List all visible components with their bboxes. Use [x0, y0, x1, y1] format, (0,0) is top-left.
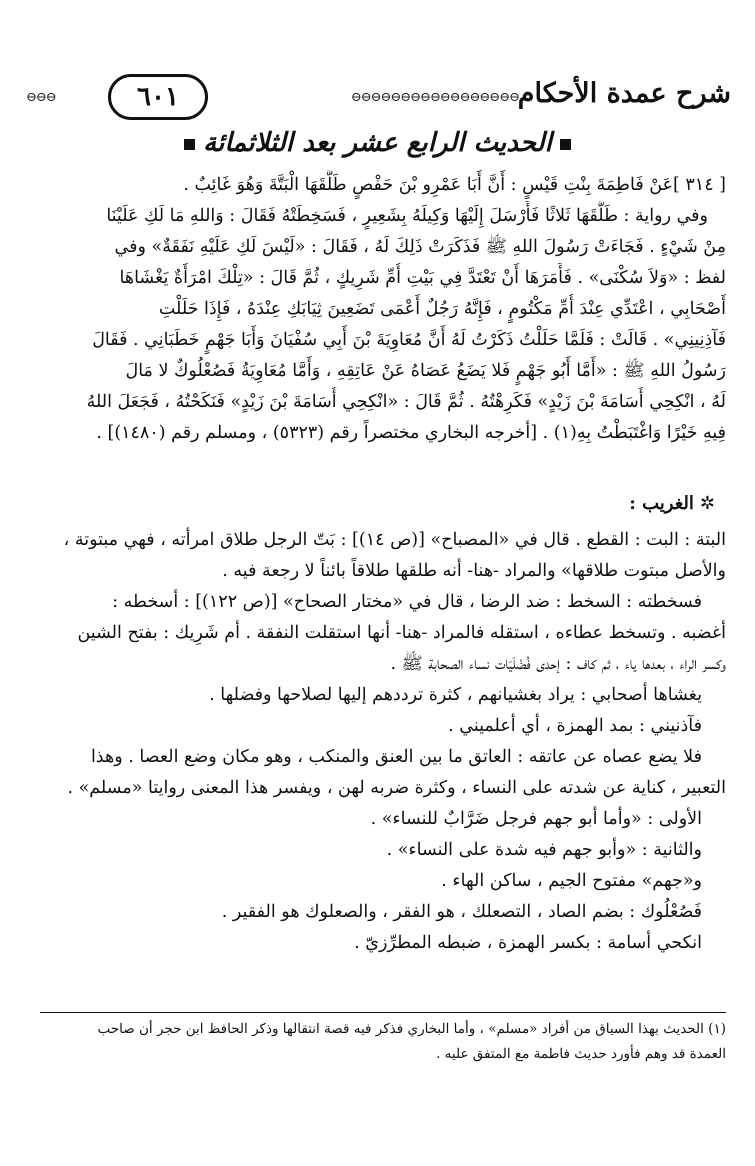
- book-title: شرح عمدة الأحكام: [517, 78, 731, 109]
- footnote-divider: [40, 1012, 726, 1013]
- footnote-line: (١) الحديث بهذا السياق من أفراد «مسلم» ، وأما البخاري فذكر فيه قصة انتقالها وذكر الحافظ ابن حجر أن صاحب: [97, 1021, 726, 1037]
- text-line: وفي رواية : طَلَّقَهَا ثَلاثًا فَأَرْسَلَ إِلَيْهَا وَكِيلَهُ بِشَعِيرٍ ، فَسَخِطَتْهُ فَقَالَ : وَاللهِ مَا لَكِ عَلَيْنَا: [106, 206, 708, 226]
- footnote: [40, 1017, 726, 1067]
- page-number: ٦٠١: [137, 82, 179, 112]
- definition-line: و«جهم» مفتوح الجيم ، ساكن الهاء .: [441, 871, 702, 891]
- definition-line: أغضبه . وتسخط عطاءه ، استقله فالمراد -هنا- أنها استقلت النفقة . أم شَرِيك : بفتح الشين: [77, 623, 726, 643]
- definitions: [40, 525, 726, 959]
- definition-line: يغشاها أصحابي : يراد بغشيانهم ، كثرة ترددهم إليها لصلاحها وفضلها .: [209, 685, 702, 705]
- square-bullet-icon: [184, 139, 195, 150]
- definition-line: فآذنيني : بمد الهمزة ، أي أعلميني .: [448, 716, 702, 736]
- definition-line: فلا يضع عصاه عن عاتقه : العاتق ما بين العنق والمنكب ، وهو مكان وضع العصا . وهذا: [90, 747, 702, 767]
- text-line: فِيهِ خَيْرًا وَاغْتَبَطْتُ بِهِ(١) . [أخرجه البخاري مختصراً رقم (٥٣٢٣) ، ومسلم رقم (١٤٨٠)] .: [96, 423, 726, 443]
- text-line: فَآذِنِينِي» . قَالَتْ : فَلَمَّا حَلَلْتُ ذَكَرْتُ لَهُ أَنَّ مُعَاوِيَةَ بْنَ أَبِي سُفْيَانَ وَأَبَا جَهْمٍ خَطَبَانِي . فَقَالَ: [92, 330, 726, 350]
- definition-line: والأصل مبتوت طلاقها» والمراد -هنا- أنه طلقها طلاقاً بائناً لا رجعة فيه .: [222, 561, 726, 581]
- hadith-text: [40, 170, 726, 449]
- gharib-title: الغريب :: [629, 493, 694, 514]
- definition-line: فَصُعْلُوك : بضم الصاد ، التصعلك ، هو الفقر ، والصعلوك هو الفقير .: [221, 902, 702, 922]
- heading-text: الحديث الرابع عشر بعد الثلاثمائة: [203, 128, 552, 158]
- text-line: أَصْحَابِي ، اعْتَدِّي عِنْدَ أُمِّ مَكْتُومٍ ، فَإِنَّهُ رَجُلٌ أَعْمَى تَضَعِينَ ثِيَابَكِ عِنْدَهُ ، فَإِذَا حَلَلْتِ: [158, 299, 726, 319]
- text-line: لفظ : «وَلاَ سُكْنَى» . فَأَمَرَهَا أَنْ تَعْتَدَّ فِي بَيْتِ أُمِّ شَرِيكٍ ، ثُمَّ قَالَ : «تِلْكَ امْرَأَةٌ يَغْشَاهَا: [119, 268, 726, 288]
- definition-line: الأولى : «وأما أبو جهم فرجل ضَرَّابٌ للنساء» .: [370, 809, 702, 829]
- square-bullet-icon: [560, 139, 571, 150]
- text-line: لَهُ ، انْكِحِي أُسَامَةَ بْنَ زَيْدٍ» فَكَرِهْتُهُ . ثُمَّ قَالَ : «انْكِحِي أُسَامَةَ بْنَ زَيْدٍ» فَنَكَحْتُهُ ، فَجَعَلَ اللهُ: [86, 392, 726, 412]
- header-ornament-small: ⊖⊖⊖: [26, 90, 56, 105]
- definition-line: البتة : البت : القطع . قال في «المصباح» [(ص ١٤)] : بَتّ الرجل طلاق امرأته ، فهي مبتوتة ،: [63, 530, 726, 550]
- definition-line: وكسر الراء ، بعدها ياء ، ثم كاف : إحدى فُضْلَيَات نساء الصحابة ﷺ .: [390, 654, 726, 674]
- page-header: [26, 72, 731, 126]
- footnote-line: العمدة قد وهم فأورد حديث فاطمة مع المتفق عليه .: [436, 1046, 726, 1062]
- header-ornament: ⊖⊖⊖⊖⊖⊖⊖⊖⊖⊖⊖⊖⊖⊖⊖⊖⊖: [350, 90, 519, 105]
- page-number-frame: [108, 74, 208, 120]
- section-heading: [0, 128, 755, 158]
- text-line: [ ٣١٤ ]عَنْ فَاطِمَةَ بِنْتِ قَيْسٍ : أَنَّ أَبَا عَمْرِو بْنَ حَفْصٍ طَلَّقَهَا الْبَتَّةَ وَهُوَ غَائِبٌ .: [183, 175, 726, 195]
- definition-line: انكحي أسامة : بكسر الهمزة ، ضبطه المطرِّزيّ .: [354, 933, 702, 953]
- gharib-heading: [629, 493, 715, 514]
- definition-line: التعبير ، كناية عن شدته على النساء ، وكثرة ضربه لهن ، ويفسر هذا المعنى روايتا «مسلم» .: [67, 778, 726, 798]
- star-icon: ✲: [699, 493, 715, 514]
- definition-line: فسخطته : السخط : ضد الرضا ، قال في «مختار الصحاح» [(ص ١٢٢)] : أسخطه :: [112, 592, 702, 612]
- text-line: مِنْ شَيْءٍ . فَجَاءَتْ رَسُولَ اللهِ ﷺ فَذَكَرَتْ ذَلِكَ لَهُ ، فَقَالَ : «لَيْسَ لَكِ عَلَيْهِ نَفَقَةٌ» وفي: [114, 237, 726, 257]
- definition-line: والثانية : «وأبو جهم فيه شدة على النساء» .: [386, 840, 702, 860]
- text-line: رَسُولُ اللهِ ﷺ : «أَمَّا أَبُو جَهْمٍ فَلا يَضَعُ عَصَاهُ عَنْ عَاتِقِهِ ، وَأَمَّا مُعَاوِيَةُ فَصُعْلُوكٌ لا مَالَ: [125, 361, 726, 381]
